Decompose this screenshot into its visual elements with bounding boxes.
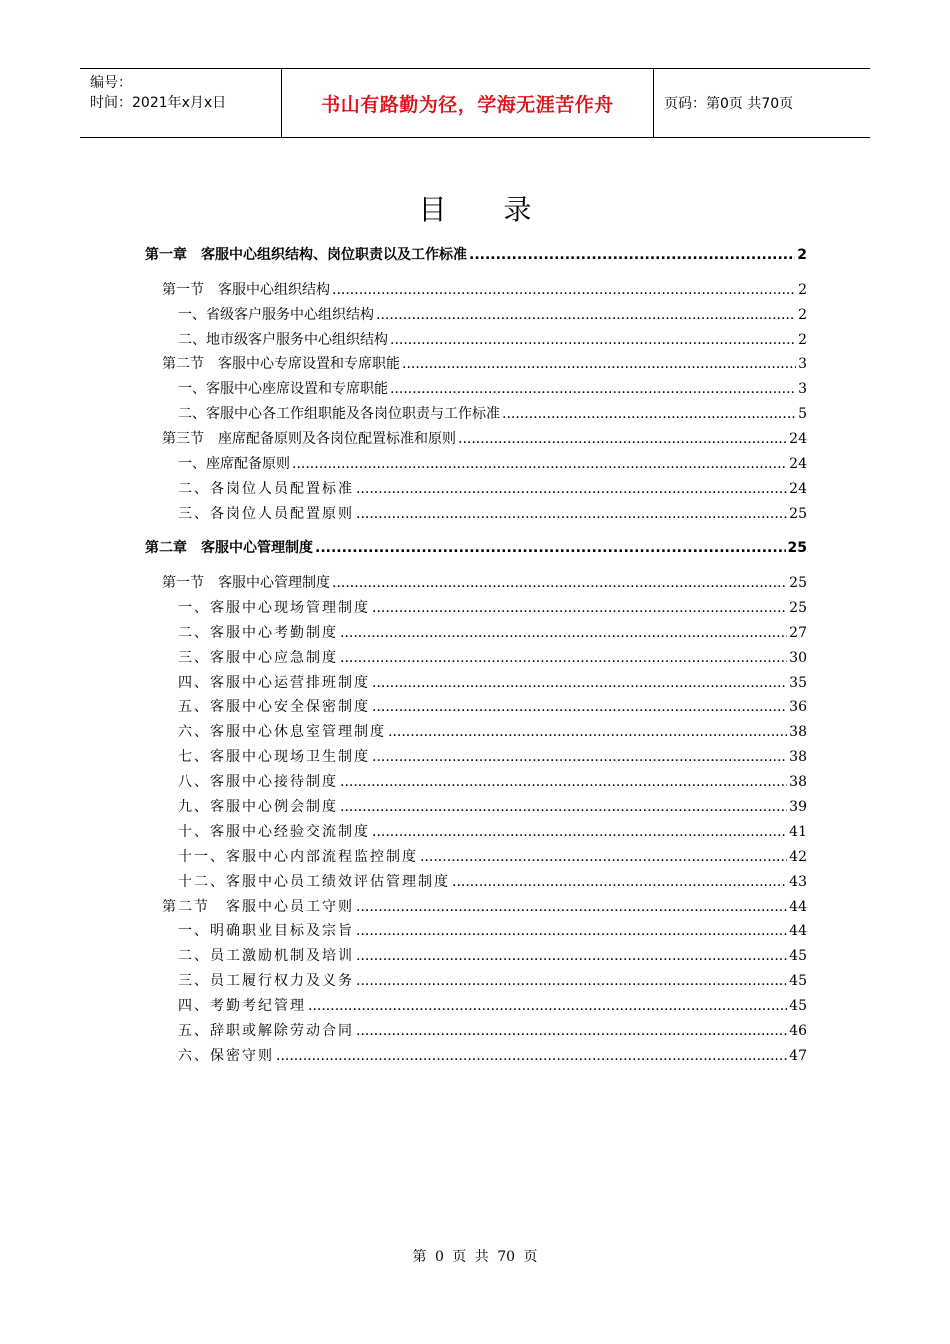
toc-entry-label: 第一节 客服中心组织结构 xyxy=(162,282,330,298)
toc-entry[interactable] xyxy=(178,503,807,525)
toc-entry-label: 第一章 客服中心组织结构、岗位职责以及工作标准 xyxy=(145,247,467,263)
toc-entry-label: 一、座席配备原则 xyxy=(178,456,290,472)
toc-entry[interactable] xyxy=(178,453,807,475)
toc-entry-label: 二、员工激励机制及培训 xyxy=(178,948,354,964)
toc-page-number: 25 xyxy=(789,506,807,522)
toc-entry-label: 十一、客服中心内部流程监控制度 xyxy=(178,849,418,865)
toc-entry-label: 一、省级客户服务中心组织结构 xyxy=(178,307,374,323)
toc-leader-dots xyxy=(340,771,787,793)
toc-entry-label: 第一节 客服中心管理制度 xyxy=(162,575,330,591)
toc-entry-label: 六、客服中心休息室管理制度 xyxy=(178,724,386,740)
toc-leader-dots xyxy=(502,403,796,425)
toc-leader-dots xyxy=(388,721,787,743)
toc-entry[interactable] xyxy=(178,995,807,1017)
toc-entry-label: 二、各岗位人员配置标准 xyxy=(178,481,354,497)
toc-entry[interactable] xyxy=(178,647,807,669)
toc-page-number: 36 xyxy=(789,699,807,715)
toc-entry[interactable] xyxy=(178,970,807,992)
toc-entry-label: 一、明确职业目标及宗旨 xyxy=(178,923,354,939)
toc-leader-dots xyxy=(452,871,787,893)
toc-leader-dots xyxy=(469,244,795,266)
toc-entry-label: 十二、客服中心员工绩效评估管理制度 xyxy=(178,874,450,890)
toc-entry-label: 第二节 客服中心专席设置和专席职能 xyxy=(162,356,400,372)
toc-page-number: 25 xyxy=(789,575,807,591)
toc-leader-dots xyxy=(340,622,787,644)
toc-page-number: 2 xyxy=(798,332,807,348)
toc-entry[interactable] xyxy=(178,378,807,400)
toc-entry[interactable] xyxy=(178,721,807,743)
toc-entry-label: 七、客服中心现场卫生制度 xyxy=(178,749,370,765)
toc-entry-label: 十、客服中心经验交流制度 xyxy=(178,824,370,840)
toc-leader-dots xyxy=(372,821,787,843)
toc-page-number: 44 xyxy=(789,923,807,939)
header-page-number: 页码：第0页 共70页 xyxy=(664,96,794,112)
toc-entry-label: 四、客服中心运营排班制度 xyxy=(178,675,370,691)
toc-entry[interactable] xyxy=(178,304,807,326)
page-header xyxy=(80,68,870,138)
toc-entry-label: 三、客服中心应急制度 xyxy=(178,650,338,666)
toc-entry[interactable] xyxy=(178,672,807,694)
toc-page-number: 41 xyxy=(789,824,807,840)
toc-page-number: 45 xyxy=(789,998,807,1014)
toc-leader-dots xyxy=(420,846,787,868)
toc-entry-label: 五、客服中心安全保密制度 xyxy=(178,699,370,715)
toc-leader-dots xyxy=(402,353,796,375)
toc-leader-dots xyxy=(340,796,787,818)
toc-leader-dots xyxy=(372,696,787,718)
toc-entry[interactable] xyxy=(162,353,807,375)
toc-page-number: 44 xyxy=(789,899,807,915)
toc-entry[interactable] xyxy=(178,821,807,843)
header-motto: 书山有路勤为径，学海无涯苦作舟 xyxy=(282,69,654,137)
toc-entry[interactable] xyxy=(145,244,807,266)
toc-page-number: 38 xyxy=(789,724,807,740)
page-title: 目 录 xyxy=(418,193,556,226)
toc-leader-dots xyxy=(356,920,787,942)
toc-entry-label: 二、地市级客户服务中心组织结构 xyxy=(178,332,388,348)
toc-leader-dots xyxy=(356,1020,787,1042)
toc-page-number: 3 xyxy=(798,356,807,372)
toc-leader-dots xyxy=(372,672,787,694)
toc-entry[interactable] xyxy=(178,871,807,893)
toc-page-number: 24 xyxy=(789,456,807,472)
toc-leader-dots xyxy=(276,1045,787,1067)
toc-leader-dots xyxy=(372,746,787,768)
toc-leader-dots xyxy=(390,378,796,400)
toc-entry[interactable] xyxy=(162,896,807,918)
toc-leader-dots xyxy=(356,503,787,525)
toc-page-number: 24 xyxy=(789,431,807,447)
page-footer: 第 0 页 共 70 页 xyxy=(412,1249,538,1265)
toc-entry[interactable] xyxy=(178,478,807,500)
toc-leader-dots xyxy=(356,945,787,967)
toc-page-number: 27 xyxy=(789,625,807,641)
toc-page-number: 2 xyxy=(798,282,807,298)
toc-page-number: 2 xyxy=(798,307,807,323)
toc-entry-label: 二、客服中心考勤制度 xyxy=(178,625,338,641)
toc-leader-dots xyxy=(376,304,796,326)
toc-entry-label: 五、辞职或解除劳动合同 xyxy=(178,1023,354,1039)
toc-entry-label: 第二节 客服中心员工守则 xyxy=(162,899,354,915)
toc-leader-dots xyxy=(458,428,787,450)
toc-leader-dots xyxy=(308,995,787,1017)
toc-entry[interactable] xyxy=(178,920,807,942)
toc-leader-dots xyxy=(356,896,787,918)
toc-leader-dots xyxy=(332,279,796,301)
toc-leader-dots xyxy=(356,478,787,500)
toc-entry[interactable] xyxy=(178,597,807,619)
toc-entry[interactable] xyxy=(178,746,807,768)
toc-page-number: 46 xyxy=(789,1023,807,1039)
toc-entry[interactable] xyxy=(162,428,807,450)
toc-entry-label: 八、客服中心接待制度 xyxy=(178,774,338,790)
toc-entry[interactable] xyxy=(178,403,807,425)
toc-entry-label: 一、客服中心现场管理制度 xyxy=(178,600,370,616)
toc-entry[interactable] xyxy=(178,1045,807,1067)
toc-entry-label: 四、考勤考纪管理 xyxy=(178,998,306,1014)
toc-entry[interactable] xyxy=(162,572,807,594)
toc-page-number: 24 xyxy=(789,481,807,497)
toc-page-number: 38 xyxy=(789,749,807,765)
toc-entry-label: 第二章 客服中心管理制度 xyxy=(145,540,313,556)
toc-entry-label: 六、保密守则 xyxy=(178,1048,274,1064)
toc-entry[interactable] xyxy=(178,945,807,967)
toc-entry[interactable] xyxy=(178,622,807,644)
toc-page-number: 2 xyxy=(797,247,807,263)
toc-entry-label: 九、客服中心例会制度 xyxy=(178,799,338,815)
toc-page-number: 25 xyxy=(789,600,807,616)
document-number: 编号： xyxy=(90,75,132,91)
toc-leader-dots xyxy=(315,537,786,559)
toc-leader-dots xyxy=(292,453,787,475)
toc-leader-dots xyxy=(340,647,787,669)
header-meta xyxy=(80,69,282,137)
toc-entry[interactable] xyxy=(178,846,807,868)
toc-entry-label: 第三节 座席配备原则及各岗位配置标准和原则 xyxy=(162,431,456,447)
toc-entry-label: 一、客服中心座席设置和专席职能 xyxy=(178,381,388,397)
toc-page-number: 30 xyxy=(789,650,807,666)
toc-entry[interactable] xyxy=(178,796,807,818)
toc-leader-dots xyxy=(372,597,787,619)
toc-entry[interactable] xyxy=(178,329,807,351)
toc-page-number: 25 xyxy=(787,540,807,556)
toc-leader-dots xyxy=(390,329,796,351)
toc-entry[interactable] xyxy=(178,696,807,718)
toc-entry[interactable] xyxy=(178,1020,807,1042)
toc-entry[interactable] xyxy=(145,537,807,559)
toc-leader-dots xyxy=(356,970,787,992)
toc-page-number: 38 xyxy=(789,774,807,790)
toc-leader-dots xyxy=(332,572,787,594)
toc-page-number: 45 xyxy=(789,948,807,964)
toc-page-number: 5 xyxy=(798,406,807,422)
toc-entry[interactable] xyxy=(178,771,807,793)
toc-page-number: 35 xyxy=(789,675,807,691)
toc-entry-label: 三、员工履行权力及义务 xyxy=(178,973,354,989)
toc-page-number: 42 xyxy=(789,849,807,865)
toc-page-number: 45 xyxy=(789,973,807,989)
toc-entry-label: 三、各岗位人员配置原则 xyxy=(178,506,354,522)
document-date: 时间：2021年x月x日 xyxy=(90,95,227,111)
toc-page-number: 39 xyxy=(789,799,807,815)
toc-entry-label: 二、客服中心各工作组职能及各岗位职责与工作标准 xyxy=(178,406,500,422)
toc-page-number: 47 xyxy=(789,1048,807,1064)
toc-page-number: 43 xyxy=(789,874,807,890)
toc-entry[interactable] xyxy=(162,279,807,301)
toc-page-number: 3 xyxy=(798,381,807,397)
